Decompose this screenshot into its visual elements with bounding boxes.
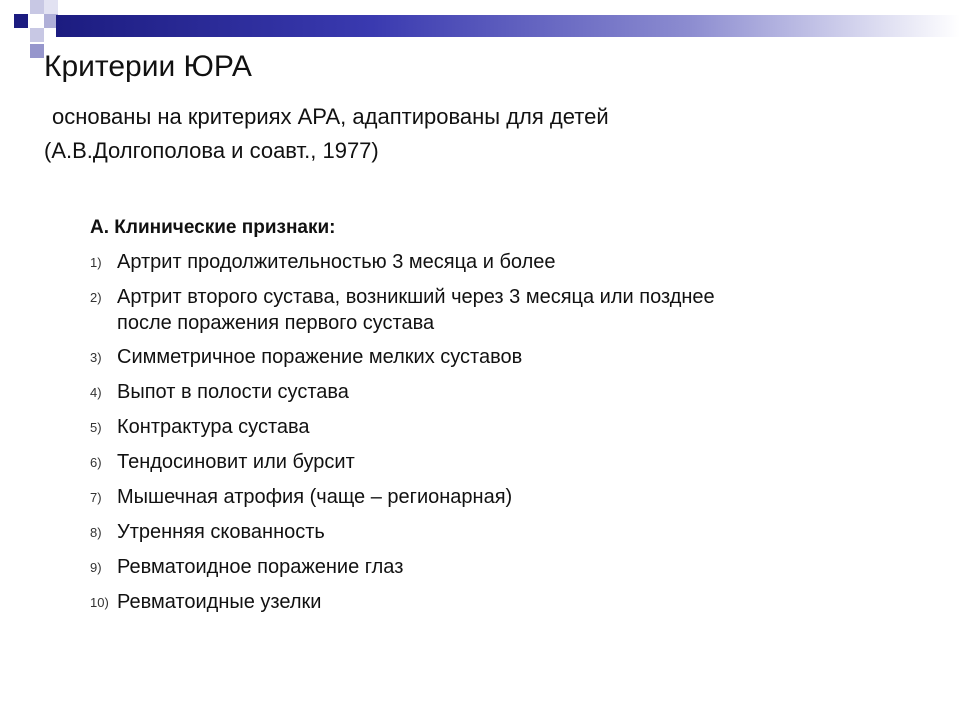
item-line: после поражения первого сустава	[117, 312, 435, 334]
item-line: Мышечная атрофия (чаще – регионарная)	[117, 486, 513, 508]
item-number: 5)	[90, 420, 102, 435]
item-line: Тендосиновит или бурсит	[117, 451, 355, 473]
item-line: Утренняя скованность	[117, 521, 325, 543]
deco-square	[44, 0, 58, 14]
deco-square	[30, 0, 44, 14]
item-number: 7)	[90, 490, 102, 505]
item-text	[117, 519, 325, 545]
item-text	[117, 414, 310, 440]
item-line: Симметричное поражение мелких суставов	[117, 346, 523, 368]
header-gradient-bar	[56, 15, 960, 37]
item-text	[117, 449, 355, 475]
item-line: Ревматоидное поражение глаз	[117, 556, 404, 578]
list-item	[90, 519, 890, 546]
item-text	[117, 344, 522, 370]
subtitle-line: основаны на критериях АРА, адаптированы для детей	[52, 104, 609, 129]
item-number: 4)	[90, 385, 102, 400]
item-text	[117, 284, 715, 336]
item-number: 8)	[90, 525, 102, 540]
list-item	[90, 449, 890, 476]
subtitle-line: (А.В.Долгополова и соавт., 1977)	[44, 138, 379, 163]
list-item	[90, 379, 890, 406]
deco-square	[30, 28, 44, 42]
item-number: 9)	[90, 560, 102, 575]
list-item	[90, 589, 890, 616]
list-item	[90, 284, 890, 336]
item-text	[117, 554, 403, 580]
slide-title: Критерии ЮРА	[44, 50, 252, 83]
deco-square	[14, 14, 28, 28]
item-text	[117, 379, 349, 405]
item-line: Артрит продолжительностью 3 месяца и более	[117, 251, 556, 273]
item-number: 1)	[90, 255, 102, 270]
criteria-section	[90, 215, 890, 624]
list-item	[90, 414, 890, 441]
list-item	[90, 554, 890, 581]
item-line: Контрактура сустава	[117, 416, 310, 438]
criteria-list	[90, 249, 890, 616]
item-line: Ревматоидные узелки	[117, 591, 322, 613]
list-item	[90, 484, 890, 511]
item-text	[117, 484, 512, 510]
item-number: 3)	[90, 350, 102, 365]
list-item	[90, 249, 890, 276]
item-line: Выпот в полости сустава	[117, 381, 349, 403]
item-number: 10)	[90, 595, 109, 610]
item-number: 2)	[90, 290, 102, 305]
item-number: 6)	[90, 455, 102, 470]
item-text	[117, 249, 556, 275]
list-item	[90, 344, 890, 371]
item-line: Артрит второго сустава, возникший через 3 месяца или позднее	[117, 286, 715, 308]
deco-square	[30, 44, 44, 58]
item-text	[117, 589, 321, 615]
slide-subtitle	[44, 100, 609, 168]
section-heading: А. Клинические признаки:	[90, 217, 336, 238]
